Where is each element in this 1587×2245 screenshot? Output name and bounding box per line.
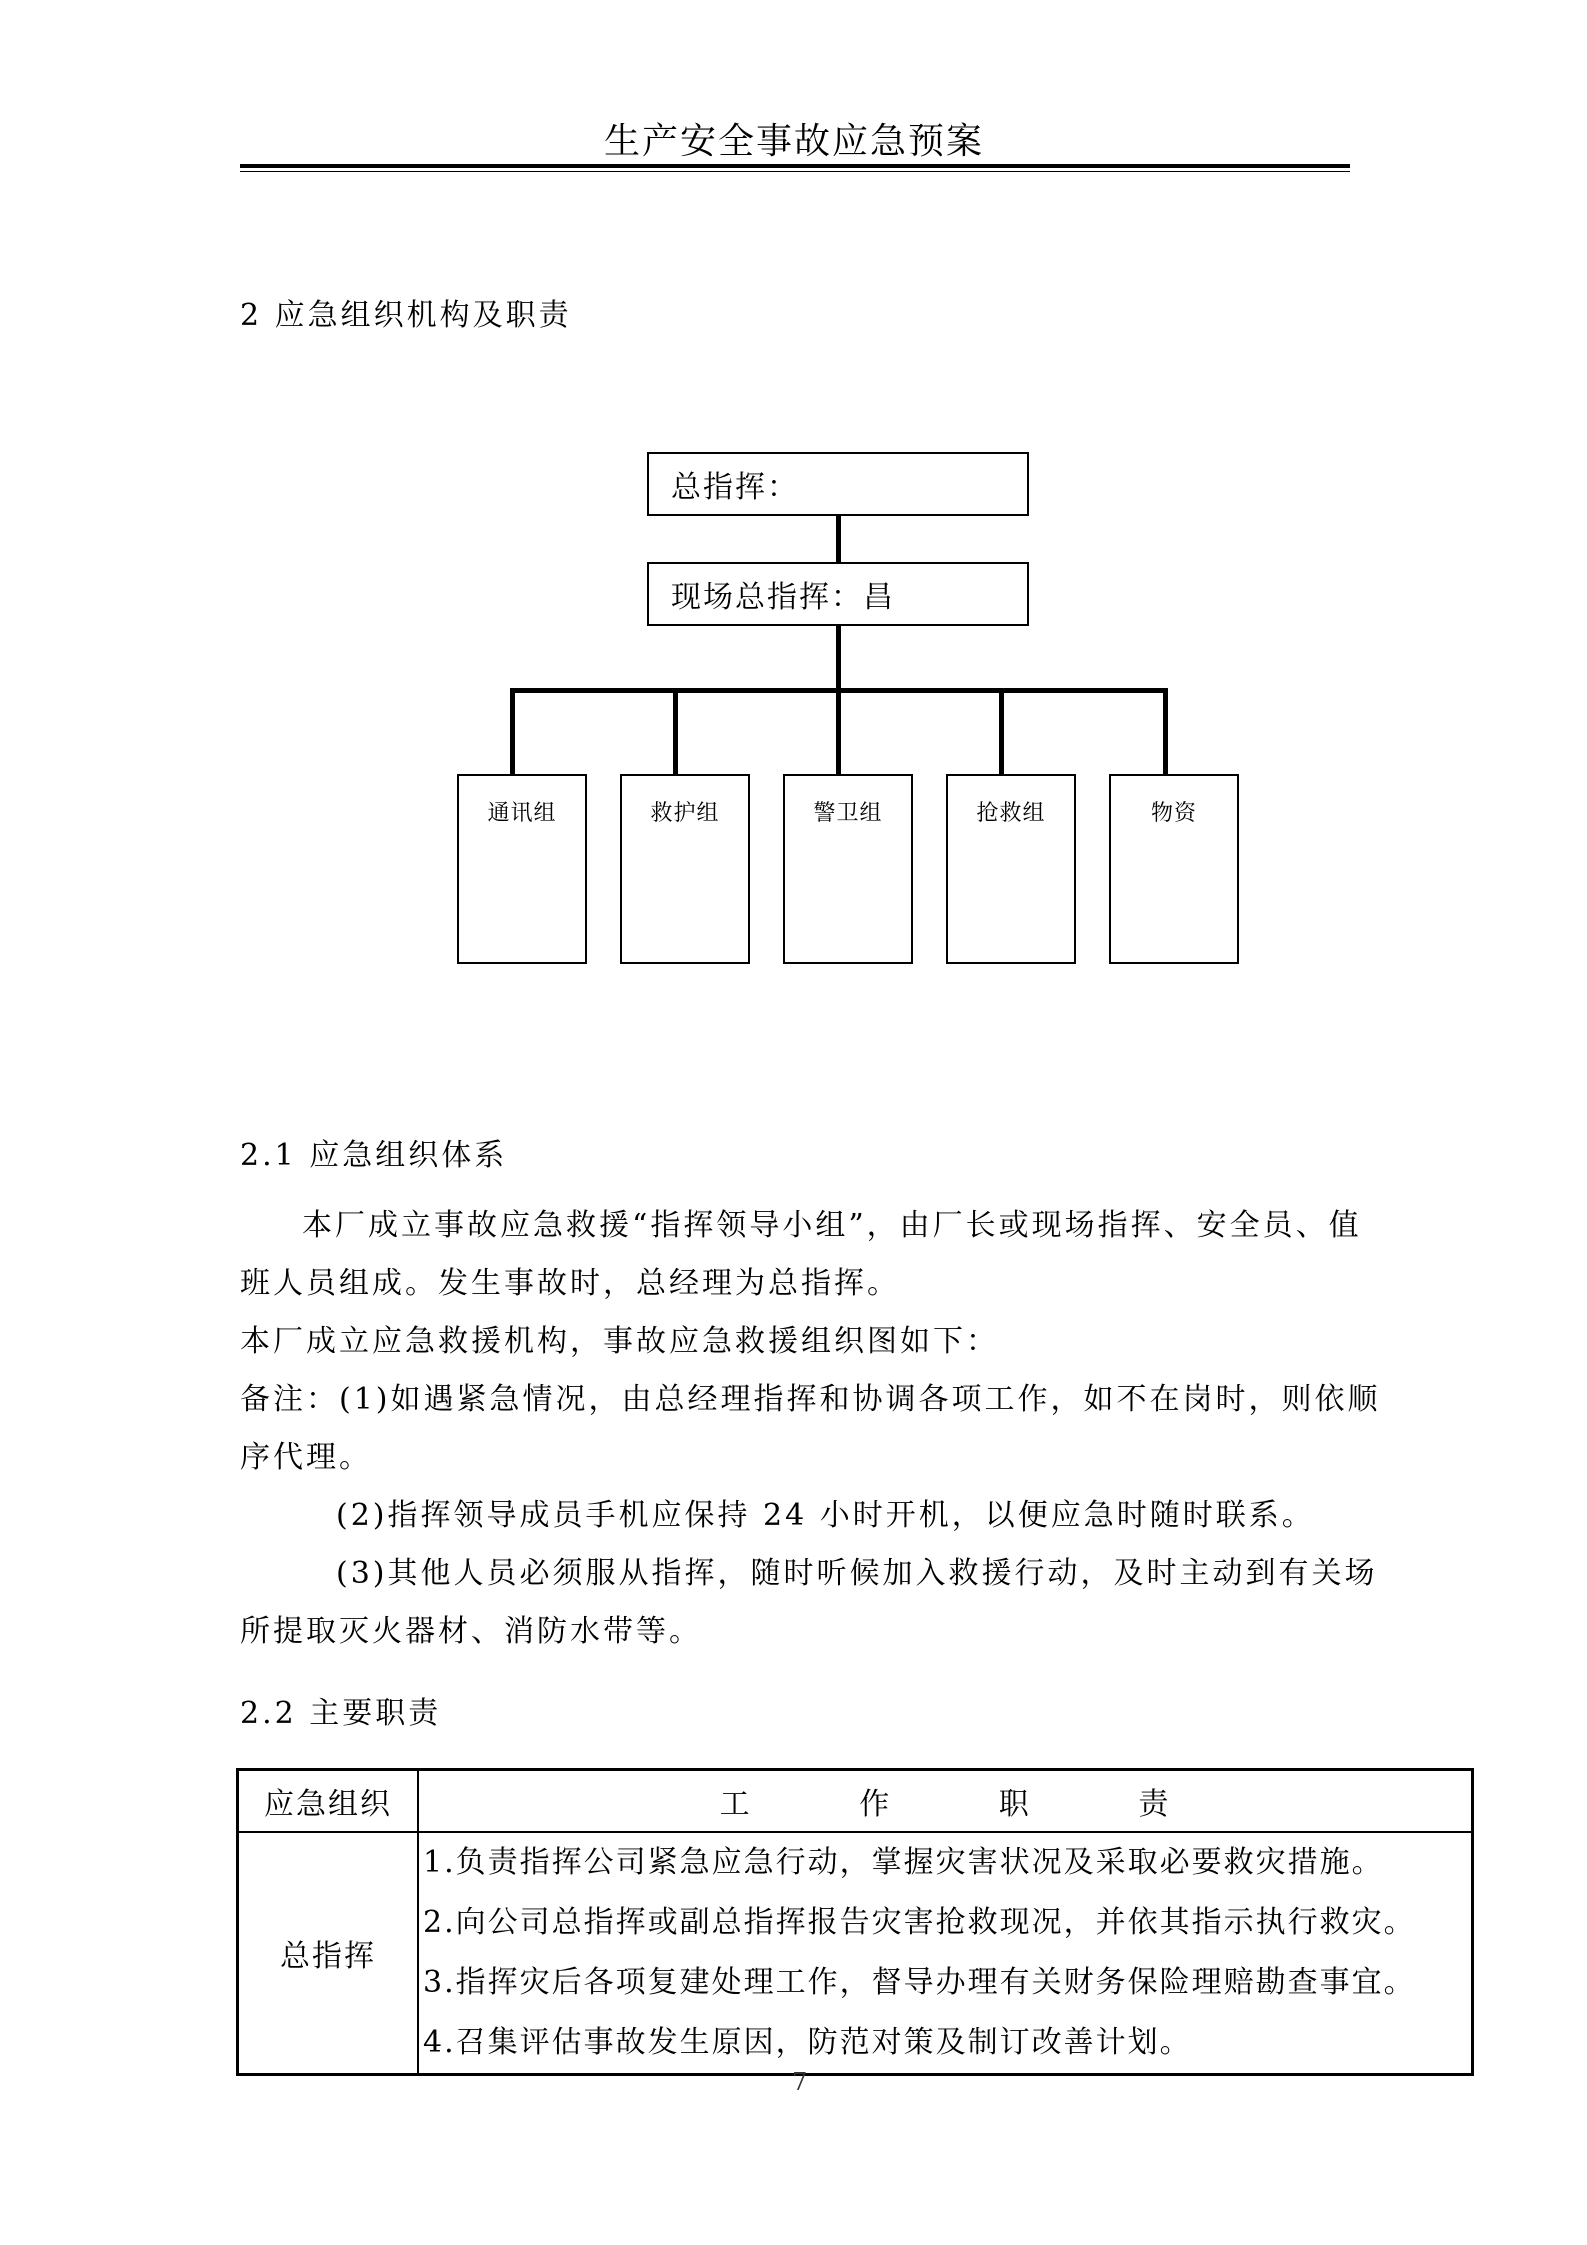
table-header-row [238, 1770, 1473, 1833]
commander-label: 总指挥： [671, 470, 799, 505]
connector-group-3 [836, 688, 841, 774]
note-line: 序代理。 [240, 1440, 372, 1475]
group-label: 物资 [1150, 801, 1197, 826]
paragraph-line: 班人员组成。发生事故时，总经理为总指挥。 [240, 1266, 900, 1301]
connector-site-bus [836, 626, 841, 688]
paragraph-line: 本厂成立应急救援机构，事故应急救援组织图如下： [240, 1324, 999, 1359]
section-2-1-heading: 2.1 应急组织体系 [240, 1138, 508, 1173]
section-2-heading: 2 应急组织机构及职责 [240, 298, 572, 333]
group-box-rescue [946, 774, 1076, 964]
header-duty-char: 职 [998, 1787, 1031, 1822]
group-box-first-aid [620, 774, 750, 964]
group-label: 救护组 [650, 801, 720, 826]
paragraph-line: 本厂成立事故应急救援“指挥领导小组”，由厂长或现场指挥、安全员、值 [302, 1208, 1362, 1243]
header-duty-cell [418, 1770, 1473, 1833]
site-commander-label: 现场总指挥：昌 [671, 580, 895, 615]
group-label: 警卫组 [813, 801, 883, 826]
duties-table [236, 1768, 1474, 2076]
connector-commander-site [836, 516, 841, 562]
header-rule-thick [240, 164, 1350, 168]
duty-item: 1.负责指挥公司紧急应急行动，掌握灾害状况及采取必要救灾措施。 [423, 1845, 1384, 1880]
group-label: 通讯组 [487, 801, 557, 826]
group-label: 抢救组 [976, 801, 1046, 826]
note-line: 备注：(1)如遇紧急情况，由总经理指挥和协调各项工作，如不在岗时，则依顺 [240, 1382, 1381, 1417]
header-duty-char: 责 [1138, 1787, 1171, 1822]
duties-cell [418, 1832, 1473, 2075]
connector-group-1 [510, 688, 515, 774]
commander-box [647, 452, 1029, 516]
header-duty-char: 工 [719, 1787, 752, 1822]
group-box-supplies [1109, 774, 1239, 964]
header-org-cell: 应急组织 [238, 1770, 419, 1833]
group-box-communication [457, 774, 587, 964]
header-rule-thin [240, 171, 1350, 172]
header-duty-char: 作 [859, 1787, 892, 1822]
document-header-title: 生产安全事故应急预案 [603, 121, 984, 162]
duty-item: 2.向公司总指挥或副总指挥报告灾害抢救现况，并依其指示执行救灾。 [423, 1905, 1416, 1940]
duty-item: 3.指挥灾后各项复建处理工作，督导办理有关财务保险理赔勘查事宜。 [423, 1965, 1416, 2000]
group-box-security [783, 774, 913, 964]
page-number: 7 [792, 2068, 808, 2096]
org-cell-commander: 总指挥 [238, 1832, 419, 2075]
connector-group-5 [1163, 688, 1168, 774]
site-commander-box [647, 562, 1029, 626]
table-row [238, 1832, 1473, 2075]
connector-group-2 [673, 688, 678, 774]
note-line: 所提取灭火器材、消防水带等。 [240, 1614, 702, 1649]
duty-item: 4.召集评估事故发生原因，防范对策及制订改善计划。 [423, 2025, 1192, 2060]
note-line: (3)其他人员必须服从指挥，随时听候加入救援行动，及时主动到有关场 [336, 1556, 1378, 1591]
note-line: (2)指挥领导成员手机应保持 24 小时开机，以便应急时随时联系。 [336, 1498, 1315, 1533]
section-2-2-heading: 2.2 主要职责 [240, 1696, 442, 1731]
connector-group-4 [999, 688, 1004, 774]
